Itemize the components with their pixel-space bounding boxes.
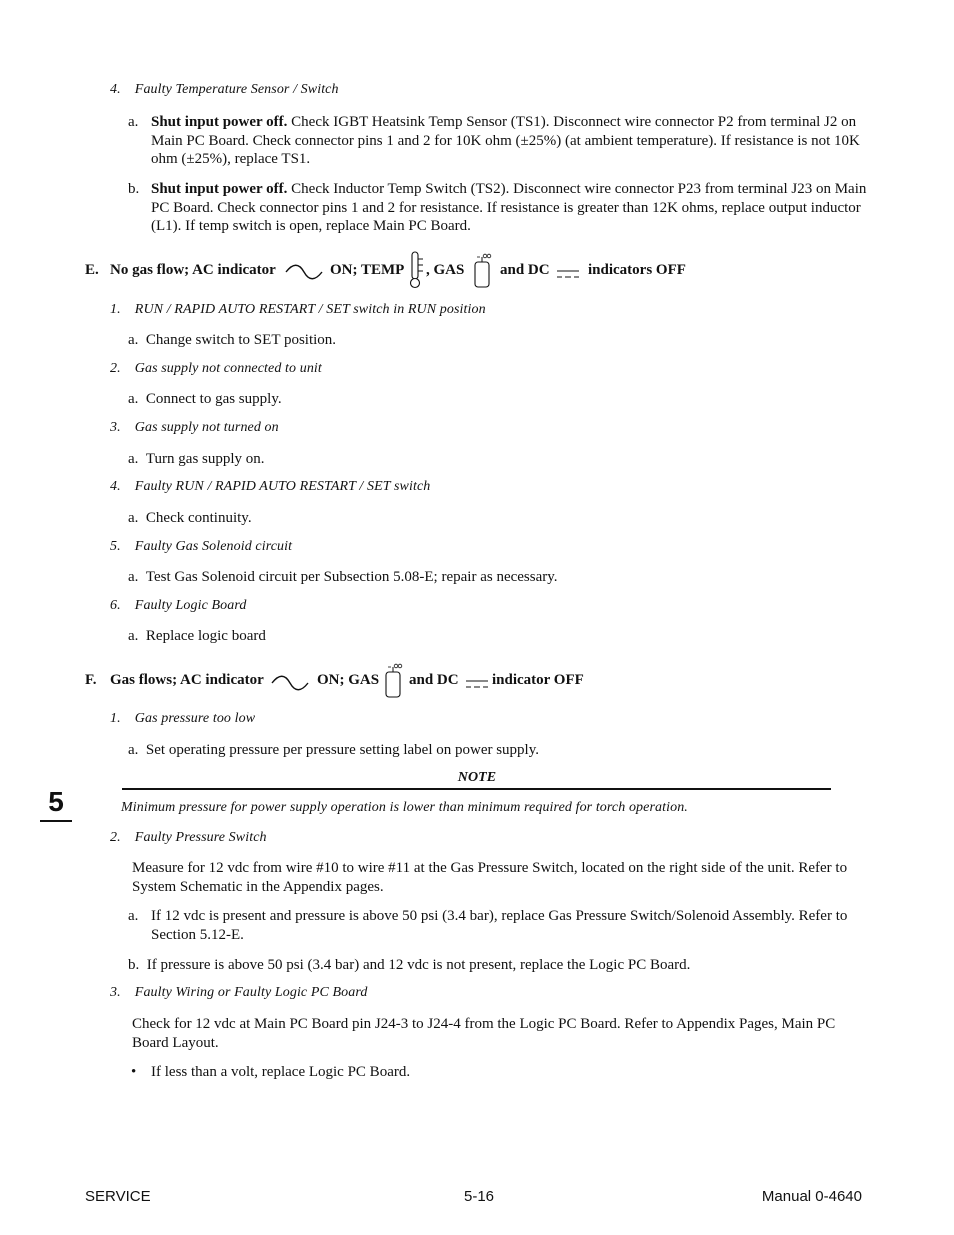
section-f-title-part2: ON; GAS [317,672,380,688]
footer-manual-number: Manual 0-4640 [761,1188,862,1205]
item-heading-gas-not-connected: 2. Gas supply not connected to unit [110,361,322,376]
section-e-title-part1: No gas flow; AC indicator [110,262,276,278]
item-heading-gas-not-on: 3. Gas supply not turned on [110,420,279,435]
paragraph-measure-12vdc: Measure for 12 vdc from wire #10 to wire #11 at the Gas Pressure Switch, located on the right side of the unit. Refer to System Schematic in the Appendix pages. [132,860,848,895]
bold-lead: Shut input power off. [151,114,288,130]
item-label-a: a. [128,114,139,130]
item-heading-gas-pressure-low: 1. Gas pressure too low [110,711,256,726]
bullet-mark: • [131,1064,137,1080]
item-sub-connect-gas: a. Connect to gas supply. [128,391,282,407]
dc-symbol-icon [556,268,582,280]
section-e-letter: E. [85,262,99,278]
section-f-title-part4: indicator OFF [492,672,584,688]
gas-cylinder-icon [472,252,494,288]
bullet-text: If less than a volt, replace Logic PC Board. [151,1064,411,1080]
section-f-title-part1: Gas flows; AC indicator [110,672,264,688]
section-e-title-part5: indicators OFF [588,262,686,278]
paragraph-text: Check IGBT Heatsink Temp Sensor (TS1). Disconnect wire connector P2 from terminal J2 on Main PC Board. Check connector pins 1 and 2 for 10K ohm (±25%) (at ambient temperature). If resistance is not 10K ohm (±25%), replace TS1. [151,114,860,167]
item-sub-turn-gas-on: a. Turn gas supply on. [128,451,265,467]
item-sub-change-switch: a. Change switch to SET position. [128,332,337,348]
footer-page-number: 5-16 [463,1188,495,1205]
item-heading-switch-in-run: 1. RUN / RAPID AUTO RESTART / SET switch in RUN position [110,302,486,317]
section-f-letter: F. [85,672,97,688]
ac-wave-icon [271,675,309,691]
gas-cylinder-icon [383,662,405,698]
chapter-tab-number: 5 [48,786,64,817]
item-heading-faulty-wiring: 3. Faulty Wiring or Faulty Logic PC Board [110,985,368,1000]
note-text: Minimum pressure for power supply operation is lower than minimum required for torch operation. [121,800,688,815]
paragraph-replace-logic-board: b. If pressure is above 50 psi (3.4 bar) and 12 vdc is not present, replace the Logic PC Board. [128,957,691,973]
dc-symbol-icon [465,678,491,690]
footer-section: SERVICE [85,1188,151,1205]
item-label-a: a. [128,908,139,924]
paragraph-check-j24: Check for 12 vdc at Main PC Board pin J24-3 to J24-4 from the Logic PC Board. Refer to Appendix Pages, Main PC Board Layout. [132,1016,836,1051]
paragraph-ts2-check [151,180,873,236]
section-f-title-part3: and DC [409,672,459,688]
item-label-b: b. [128,181,140,197]
item-heading-faulty-temp-sensor: 4. Faulty Temperature Sensor / Switch [110,82,339,97]
item-sub-replace-logic: a. Replace logic board [128,628,266,644]
item-heading-faulty-solenoid: 5. Faulty Gas Solenoid circuit [110,539,293,554]
item-sub-test-solenoid: a. Test Gas Solenoid circuit per Subsection 5.08-E; repair as necessary. [128,569,558,585]
bold-lead: Shut input power off. [151,181,288,197]
item-sub-set-pressure: a. Set operating pressure per pressure setting label on power supply. [128,742,539,758]
item-heading-pressure-switch: 2. Faulty Pressure Switch [110,830,267,845]
item-sub-check-continuity: a. Check continuity. [128,510,252,526]
section-e-title-part4: and DC [500,262,550,278]
paragraph-replace-pressure-switch: If 12 vdc is present and pressure is above 50 psi (3.4 bar), replace Gas Pressure Switch/Solenoid Assembly. Refer to Section 5.12-E. [151,908,848,943]
note-title: NOTE [457,770,497,785]
section-e-title-part2: ON; TEMP [330,262,405,278]
ac-wave-icon [285,264,323,280]
section-e-title-part3: , GAS [426,262,465,278]
paragraph-text: Check Inductor Temp Switch (TS2). Disconnect wire connector P23 from terminal J23 on Main PC Board. Check connector pins 1 and 2 for resistance. If resistance is greater than 12K ohms, replace output inductor (L1). If temp switch is open, replace Main PC Board. [151,181,867,234]
item-heading-faulty-logic-board: 6. Faulty Logic Board [110,598,247,613]
item-heading-faulty-switch: 4. Faulty RUN / RAPID AUTO RESTART / SET switch [110,479,431,494]
chapter-tab-rule [40,820,72,822]
note-rule [122,788,831,790]
paragraph-ts1-check [151,113,873,169]
